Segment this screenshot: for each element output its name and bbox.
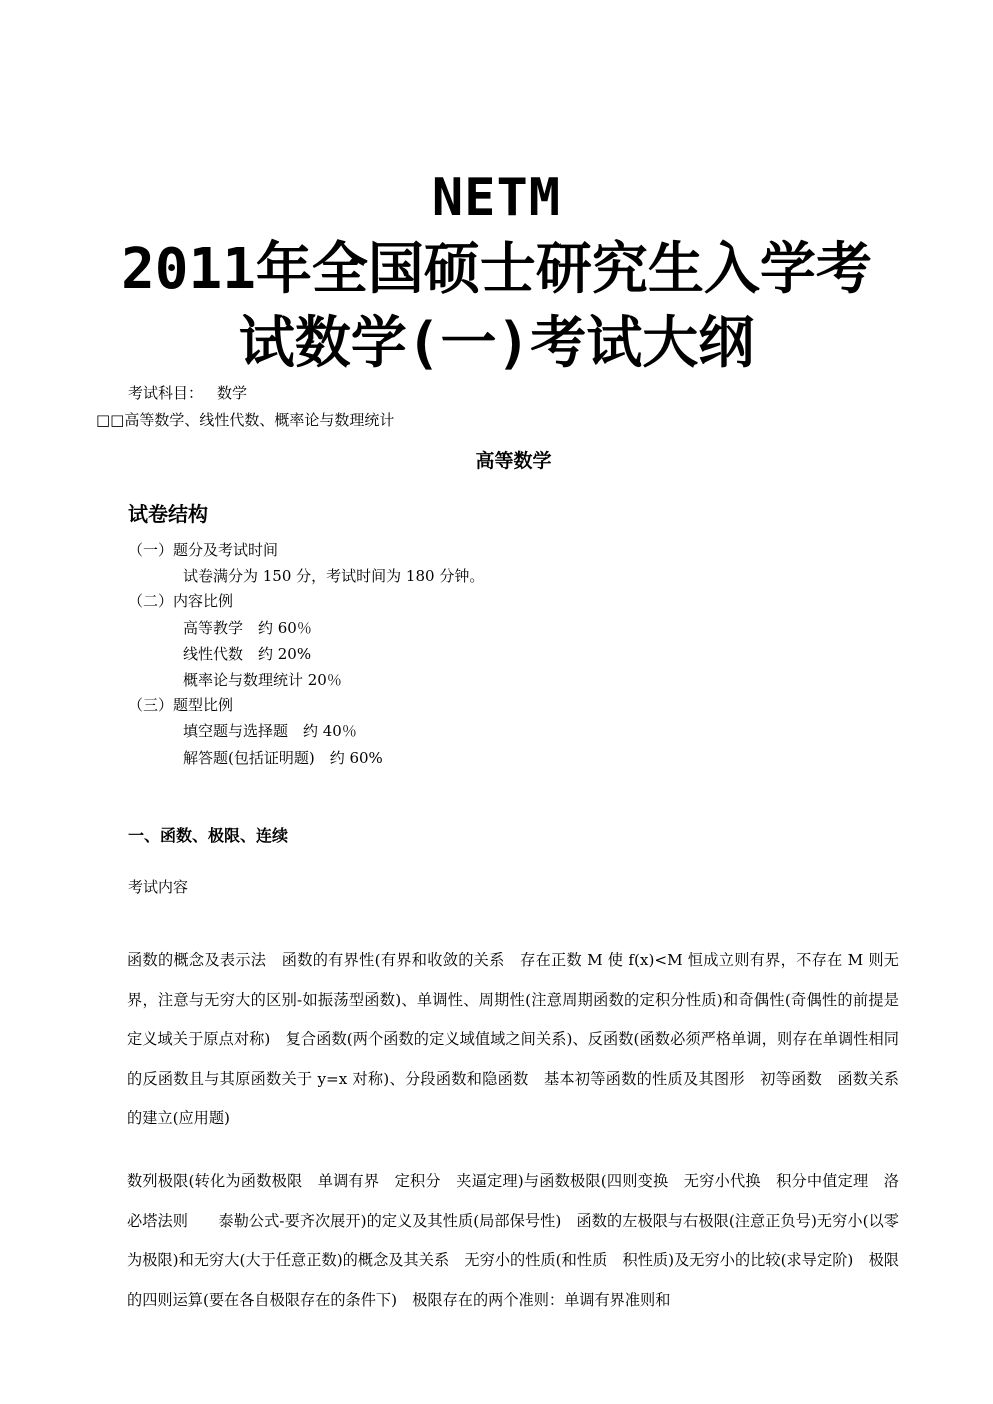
content-ratio-item: 高等教学 约 60％ (183, 619, 312, 637)
part1-heading: （一）题分及考试时间 (128, 541, 279, 559)
exam-subject-label: 考试科目： (128, 384, 204, 402)
content-ratio-item: 线性代数 约 20% (183, 645, 312, 663)
question-type-item: 解答题(包括证明题) 约 60% (183, 749, 383, 767)
document-title-line-1: NETM (431, 168, 562, 228)
exam-subject-value: 数学 (217, 384, 248, 402)
chapter-heading: 一、函数、极限、连续 (128, 826, 289, 845)
document-title-line-2: 2011年全国硕士研究生入学考 (121, 237, 872, 302)
exam-subject (128, 383, 247, 403)
part1-text: 试卷满分为 150 分，考试时间为 180 分钟。 (183, 567, 485, 585)
body-paragraph: 数列极限(转化为函数极限 单调有界 定积分 夹逼定理)与函数极限(四则变换 无穷小代换 积分中值定理 洛必塔法则 泰勒公式-要齐次展开)的定义及其性质(局部保号性) 函数的左极限与右极限(注意正负号)无穷小(以零为极限)和无穷大(大于任意正数)的概念及其关系 无穷小的性质(和性质 积性质)及无穷小的比较(求导定阶) 极限的四则运算(要在各自极限存在的条件下) 极限存在的两个准则：单调有界准则和 (127, 1172, 899, 1309)
exam-content-label: 考试内容 (128, 878, 189, 896)
content-ratio-item: 概率论与数理统计 20％ (183, 671, 342, 689)
structure-title: 试卷结构 (128, 502, 208, 526)
exam-scope: □□高等数学、线性代数、概率论与数理统计 (96, 411, 395, 429)
part2-heading: （二）内容比例 (128, 592, 234, 610)
part3-heading: （三）题型比例 (128, 696, 234, 714)
document-title-line-3: 试数学(一)考试大纲 (238, 311, 755, 376)
question-type-item: 填空题与选择题 约 40％ (183, 722, 357, 740)
section-title: 高等数学 (475, 450, 552, 472)
body-paragraph: 函数的概念及表示法 函数的有界性(有界和收敛的关系 存在正数 M 使 f(x)<M 恒成立则有界，不存在 M 则无界，注意与无穷大的区别-如振荡型函数)、单调性、周期性(注意周期函数的定积分性质)和奇偶性(奇偶性的前提是定义域关于原点对称) 复合函数(两个函数的定义域值域之间关系)、反函数(函数必须严格单调，则存在单调性相同的反函数且与其原函数关于 y=x 对称)、分段函数和隐函数 基本初等函数的性质及其图形 初等函数 函数关系的建立(应用题) (127, 951, 899, 1128)
